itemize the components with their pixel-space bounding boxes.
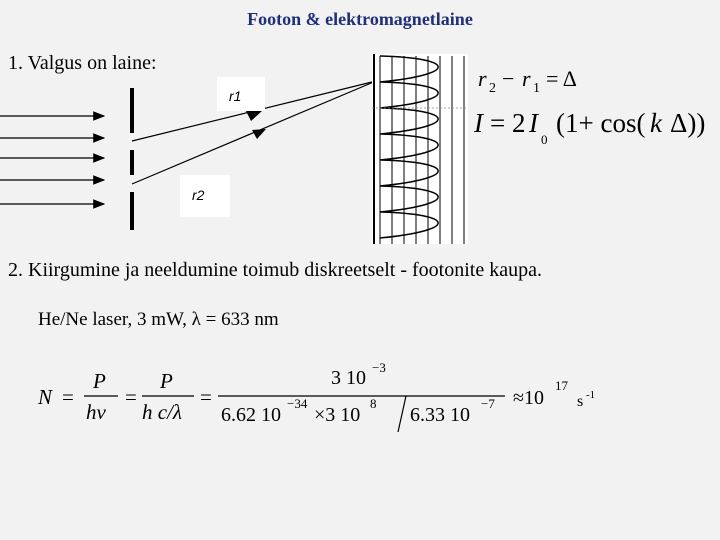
svg-text:Δ)): Δ)) xyxy=(670,108,706,138)
svg-text:(1+ cos(: (1+ cos( xyxy=(556,108,646,138)
svg-text:−3: −3 xyxy=(372,360,386,375)
result-unit xyxy=(577,389,595,410)
svg-text:−34: −34 xyxy=(287,396,308,411)
svg-text:≈10: ≈10 xyxy=(513,387,544,409)
svg-text:s: s xyxy=(577,393,584,410)
svg-text:=: = xyxy=(62,385,74,409)
svg-text:r: r xyxy=(522,66,531,91)
section2-heading: 2. Kiirgumine ja neeldumine toimub diskreetselt - footonite kaupa. xyxy=(8,259,542,281)
frac1-numerator: P xyxy=(93,369,106,393)
r2-label: r2 xyxy=(192,187,205,203)
section1-heading: 1. Valgus on laine: xyxy=(8,52,157,74)
frac3-numerator xyxy=(331,360,386,389)
svg-text:I: I xyxy=(529,108,538,138)
svg-text:8: 8 xyxy=(370,396,377,411)
frac2-denominator: h c/λ xyxy=(142,400,183,424)
svg-text:= Δ: = Δ xyxy=(546,66,577,91)
svg-text:−: − xyxy=(502,66,515,91)
svg-text:=: = xyxy=(200,385,212,409)
svg-text:I: I xyxy=(474,108,483,138)
slide-title: Footon & elektromagnetlaine xyxy=(247,9,473,29)
svg-text:0: 0 xyxy=(541,132,548,147)
svg-text:17: 17 xyxy=(555,378,568,393)
frac1-denominator: hν xyxy=(86,400,106,424)
formula-N: N xyxy=(38,385,53,409)
svg-text:6.62 10: 6.62 10 xyxy=(221,404,281,426)
frac2-numerator: P xyxy=(160,369,173,393)
svg-text:×3 10: ×3 10 xyxy=(314,404,361,426)
svg-text:2: 2 xyxy=(489,81,496,96)
svg-text:3 10: 3 10 xyxy=(331,367,366,389)
svg-text:−7: −7 xyxy=(481,396,495,411)
svg-text:=: = xyxy=(125,385,137,409)
result-value xyxy=(513,378,569,409)
svg-text:k: k xyxy=(650,108,662,138)
r1-label: r1 xyxy=(229,88,242,104)
svg-text:-1: -1 xyxy=(586,389,596,401)
svg-text:6.33 10: 6.33 10 xyxy=(410,404,470,426)
frac3-denominator xyxy=(221,396,495,432)
svg-text:1: 1 xyxy=(533,81,540,96)
svg-text:r: r xyxy=(478,66,487,91)
svg-text:= 2: = 2 xyxy=(490,108,526,138)
laser-spec-line: He/Ne laser, 3 mW, λ = 633 nm xyxy=(38,309,279,330)
